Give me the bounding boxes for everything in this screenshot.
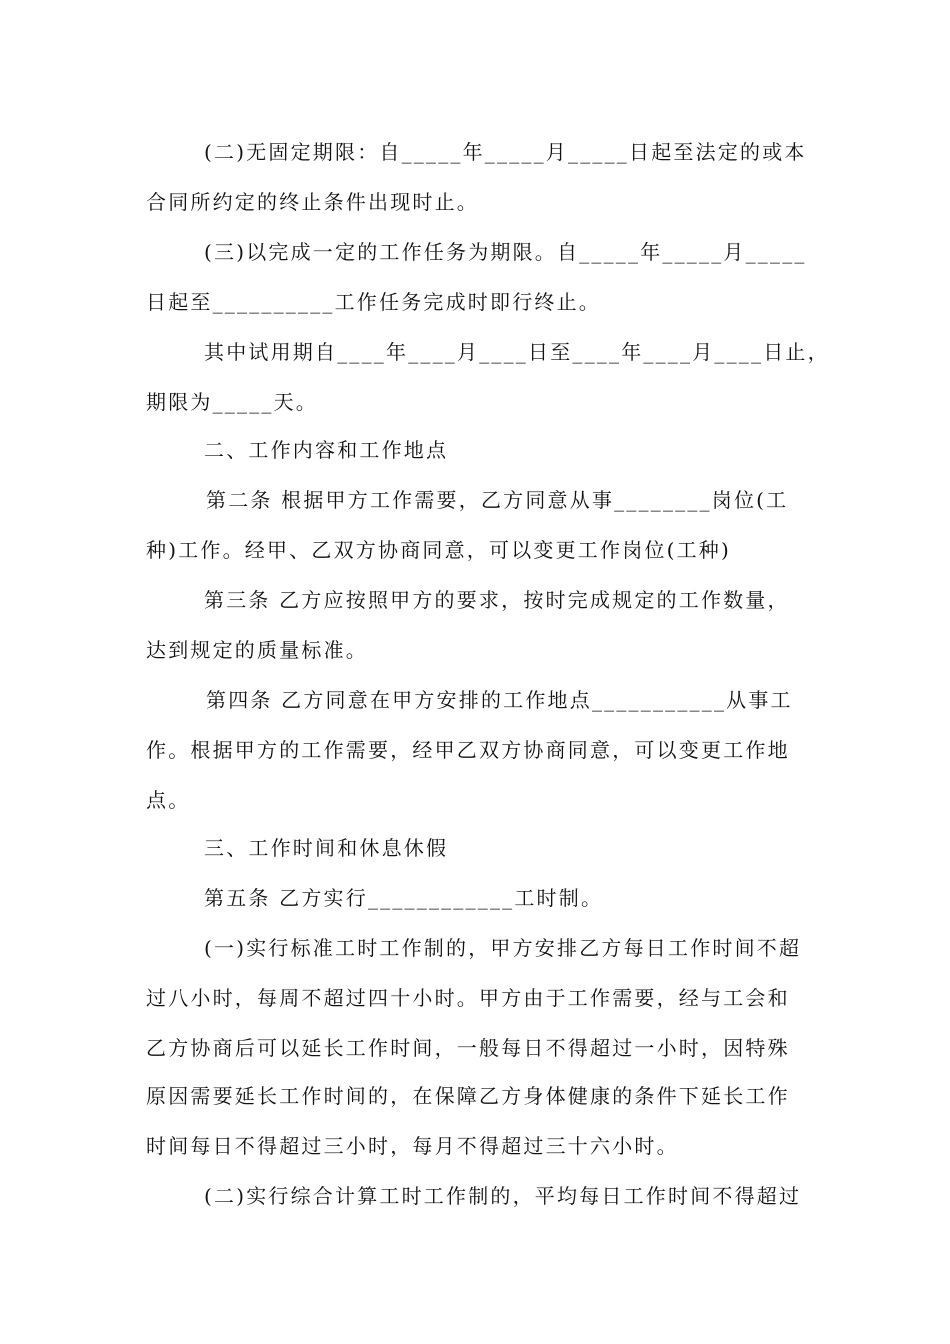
text-line: (三)以完成一定的工作任务为期限。自_____年_____月_____ <box>204 240 807 264</box>
text-line: 达到规定的质量标准。 <box>146 638 368 662</box>
section-heading: 二、工作内容和工作地点 <box>204 438 449 462</box>
text-line: 第二条 根据甲方工作需要，乙方同意从事________岗位(工 <box>206 488 789 512</box>
text-line: 第四条 乙方同意在甲方安排的工作地点___________从事工 <box>206 688 793 712</box>
text-line: 时间每日不得超过三小时，每月不得超过三十六小时。 <box>146 1134 679 1158</box>
text-line: 作。根据甲方的工作需要，经甲乙双方协商同意，可以变更工作地 <box>146 738 790 762</box>
text-line: 原因需要延长工作时间的，在保障乙方身体健康的条件下延长工作 <box>146 1084 790 1108</box>
text-line: 其中试用期自____年____月____日至____年____月____日止， <box>204 340 830 364</box>
text-line: 点。 <box>146 788 191 812</box>
text-line: (二)实行综合计算工时工作制的，平均每日工作时间不得超过 <box>204 1184 802 1208</box>
text-line: 乙方协商后可以延长工作时间，一般每日不得超过一小时，因特殊 <box>146 1036 790 1060</box>
text-line: (一)实行标准工时工作制的，甲方安排乙方每日工作时间不超 <box>204 936 802 960</box>
text-line: 种)工作。经甲、乙双方协商同意，可以变更工作岗位(工种) <box>146 538 732 562</box>
text-line: (二)无固定期限：自_____年_____月_____日起至法定的或本 <box>204 140 807 164</box>
text-line: 日起至__________工作任务完成时即行终止。 <box>146 290 601 314</box>
text-line: 合同所约定的终止条件出现时止。 <box>146 190 479 214</box>
section-heading: 三、工作时间和休息休假 <box>204 836 449 860</box>
text-line: 第三条 乙方应按照甲方的要求，按时完成规定的工作数量， <box>204 588 790 612</box>
text-line: 第五条 乙方实行____________工时制。 <box>204 886 604 910</box>
text-line: 过八小时，每周不超过四十小时。甲方由于工作需要，经与工会和 <box>146 986 790 1010</box>
text-line: 期限为_____天。 <box>146 390 318 414</box>
